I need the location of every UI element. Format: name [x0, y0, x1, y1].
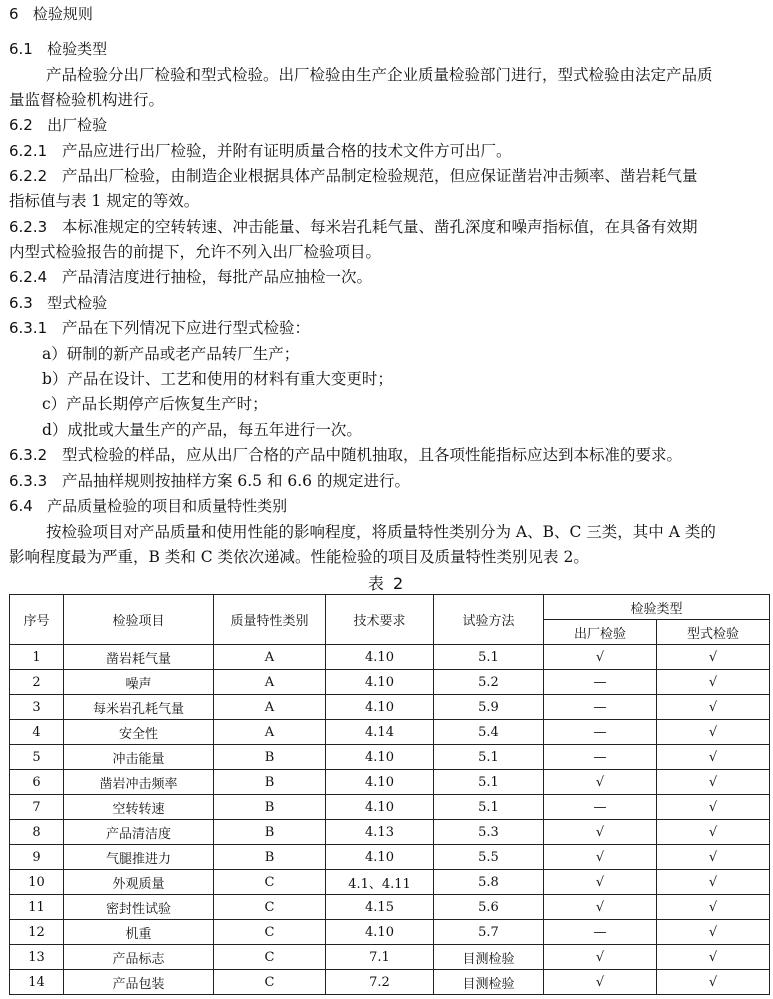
- cell-item: 凿岩耗气量: [64, 645, 214, 670]
- cell-requirement: 4.10: [326, 920, 434, 945]
- header-category: 质量特性类别: [214, 595, 326, 645]
- cell-type-test: √: [657, 870, 770, 895]
- cell-method: 5.2: [434, 670, 544, 695]
- table-row: [10, 645, 770, 670]
- subsection-number: 6.4: [9, 497, 33, 515]
- cell-type-test: √: [657, 670, 770, 695]
- cell-seq: 14: [10, 970, 64, 995]
- cell-requirement: 7.1: [326, 945, 434, 970]
- cell-category: B: [214, 820, 326, 845]
- table-row: [10, 970, 770, 995]
- cell-factory: √: [544, 845, 657, 870]
- clause-number: 6.2.1: [9, 142, 48, 160]
- header-requirement: 技术要求: [326, 595, 434, 645]
- cell-factory: √: [544, 645, 657, 670]
- subsection-title: 产品质量检验的项目和质量特性类别: [47, 497, 288, 515]
- clause-text: 产品在下列情况下应进行型式检验：: [61, 319, 310, 337]
- cell-factory: —: [544, 920, 657, 945]
- cell-requirement: 4.10: [326, 745, 434, 770]
- cell-seq: 13: [10, 945, 64, 970]
- cell-item: 密封性试验: [64, 895, 214, 920]
- cell-factory: √: [544, 870, 657, 895]
- clause-text: 产品应进行出厂检验，并附有证明质量合格的技术文件方可出厂。: [61, 142, 512, 160]
- cell-seq: 9: [10, 845, 64, 870]
- cell-category: C: [214, 920, 326, 945]
- cell-category: B: [214, 795, 326, 820]
- cell-category: A: [214, 670, 326, 695]
- cell-type-test: √: [657, 970, 770, 995]
- list-item-d: d）成批或大量生产的产品，每五年进行一次。: [42, 421, 362, 439]
- cell-item: 外观质量: [64, 870, 214, 895]
- cell-category: A: [214, 645, 326, 670]
- subsection-heading-6-1: [9, 38, 107, 60]
- cell-seq: 5: [10, 745, 64, 770]
- cell-category: B: [214, 745, 326, 770]
- cell-requirement: 7.2: [326, 970, 434, 995]
- cell-factory: √: [544, 945, 657, 970]
- cell-item: 产品清洁度: [64, 820, 214, 845]
- cell-method: 5.7: [434, 920, 544, 945]
- table-row: [10, 795, 770, 820]
- cell-method: 5.1: [434, 795, 544, 820]
- table-row: [10, 820, 770, 845]
- cell-requirement: 4.10: [326, 770, 434, 795]
- cell-item: 产品包装: [64, 970, 214, 995]
- cell-method: 目测检验: [434, 970, 544, 995]
- section-number: 6: [9, 5, 19, 23]
- cell-seq: 1: [10, 645, 64, 670]
- table-row: [10, 920, 770, 945]
- cell-seq: 6: [10, 770, 64, 795]
- cell-method: 5.1: [434, 645, 544, 670]
- paragraph-line: 内型式检验报告的前提下，允许不列入出厂检验项目。: [9, 243, 382, 261]
- cell-item: 冲击能量: [64, 745, 214, 770]
- paragraph-line: 产品检验分出厂检验和型式检验。出厂检验由生产企业质量检验部门进行，型式检验由法定产品质: [46, 66, 713, 84]
- clause-number: 6.3.3: [9, 472, 48, 490]
- cell-category: B: [214, 845, 326, 870]
- table-row: [10, 870, 770, 895]
- cell-seq: 4: [10, 720, 64, 745]
- subsection-title: 型式检验: [47, 294, 108, 312]
- cell-factory: —: [544, 795, 657, 820]
- cell-method: 5.4: [434, 720, 544, 745]
- cell-seq: 10: [10, 870, 64, 895]
- cell-requirement: 4.10: [326, 795, 434, 820]
- cell-type-test: √: [657, 820, 770, 845]
- list-item-a: a）研制的新产品或老产品转厂生产；: [42, 345, 300, 363]
- subsection-number: 6.1: [9, 40, 33, 58]
- table-row: [10, 720, 770, 745]
- inspection-table: [9, 594, 770, 995]
- table-row: [10, 745, 770, 770]
- table-row: [10, 770, 770, 795]
- cell-category: C: [214, 945, 326, 970]
- cell-method: 5.5: [434, 845, 544, 870]
- cell-factory: —: [544, 720, 657, 745]
- table-row: [10, 945, 770, 970]
- clause-6-3-1: [9, 317, 310, 339]
- header-item: 检验项目: [64, 595, 214, 645]
- subsection-title: 检验类型: [47, 40, 108, 58]
- table-header-row: [10, 595, 770, 620]
- cell-factory: —: [544, 670, 657, 695]
- cell-item: 安全性: [64, 720, 214, 745]
- cell-item: 气腿推进力: [64, 845, 214, 870]
- cell-method: 5.1: [434, 770, 544, 795]
- cell-item: 机重: [64, 920, 214, 945]
- paragraph-line: 量监督检验机构进行。: [9, 91, 165, 109]
- clause-6-3-3: [9, 470, 410, 492]
- header-method: 试验方法: [434, 595, 544, 645]
- clause-6-2-4: [9, 266, 372, 288]
- clause-number: 6.3.1: [9, 319, 48, 337]
- paragraph-line: 按检验项目对产品质量和使用性能的影响程度，将质量特性类别分为 A、B、C 三类，其中 A 类的: [46, 523, 716, 541]
- subsection-number: 6.2: [9, 116, 33, 134]
- cell-category: C: [214, 895, 326, 920]
- cell-type-test: √: [657, 720, 770, 745]
- subsection-heading-6-3: [9, 292, 107, 314]
- cell-requirement: 4.10: [326, 695, 434, 720]
- table-row: [10, 670, 770, 695]
- clause-6-3-2: [9, 444, 682, 466]
- cell-seq: 7: [10, 795, 64, 820]
- cell-factory: —: [544, 695, 657, 720]
- clause-number: 6.2.4: [9, 268, 48, 286]
- paragraph-line: 指标值与表 1 规定的等效。: [9, 192, 200, 210]
- cell-method: 5.3: [434, 820, 544, 845]
- cell-category: B: [214, 770, 326, 795]
- cell-type-test: √: [657, 695, 770, 720]
- cell-factory: √: [544, 895, 657, 920]
- cell-requirement: 4.14: [326, 720, 434, 745]
- cell-type-test: √: [657, 845, 770, 870]
- cell-category: A: [214, 720, 326, 745]
- clause-text: 产品出厂检验，由制造企业根据具体产品制定检验规范，但应保证凿岩冲击频率、凿岩耗气量: [61, 167, 698, 185]
- clause-text: 本标准规定的空转转速、冲击能量、每米岩孔耗气量、凿孔深度和噪声指标值，在具备有效期: [61, 218, 698, 236]
- cell-item: 产品标志: [64, 945, 214, 970]
- cell-method: 5.6: [434, 895, 544, 920]
- clause-6-2-1: [9, 140, 511, 162]
- list-item-c: c）产品长期停产后恢复生产时；: [42, 395, 268, 413]
- list-item-b: b）产品在设计、工艺和使用的材料有重大变更时；: [42, 370, 393, 388]
- cell-type-test: √: [657, 920, 770, 945]
- cell-item: 每米岩孔耗气量: [64, 695, 214, 720]
- table-row: [10, 695, 770, 720]
- cell-requirement: 4.10: [326, 845, 434, 870]
- cell-method: 5.1: [434, 745, 544, 770]
- header-type: 检验类型: [544, 595, 770, 620]
- subsection-number: 6.3: [9, 294, 33, 312]
- table-row: [10, 845, 770, 870]
- cell-item: 噪声: [64, 670, 214, 695]
- cell-category: C: [214, 970, 326, 995]
- clause-6-2-2: [9, 165, 697, 187]
- cell-category: A: [214, 695, 326, 720]
- table-row: [10, 895, 770, 920]
- header-type-test: 型式检验: [657, 620, 770, 645]
- cell-type-test: √: [657, 745, 770, 770]
- section-title: 检验规则: [32, 5, 93, 23]
- header-seq: 序号: [10, 595, 64, 645]
- cell-seq: 3: [10, 695, 64, 720]
- cell-factory: —: [544, 745, 657, 770]
- cell-factory: √: [544, 970, 657, 995]
- clause-6-2-3: [9, 216, 697, 238]
- clause-number: 6.2.3: [9, 218, 48, 236]
- section-heading: [9, 3, 93, 25]
- subsection-title: 出厂检验: [47, 116, 108, 134]
- cell-item: 空转转速: [64, 795, 214, 820]
- subsection-heading-6-4: [9, 495, 287, 517]
- cell-factory: √: [544, 770, 657, 795]
- table-body: [10, 645, 770, 995]
- cell-requirement: 4.10: [326, 645, 434, 670]
- table-caption: 表 2: [367, 574, 406, 593]
- cell-method: 目测检验: [434, 945, 544, 970]
- paragraph-line: 影响程度最为严重，B 类和 C 类依次递减。性能检验的项目及质量特性类别见表 2。: [9, 548, 589, 566]
- cell-item: 凿岩冲击频率: [64, 770, 214, 795]
- clause-text: 型式检验的样品，应从出厂合格的产品中随机抽取，且各项性能指标应达到本标准的要求。: [61, 446, 682, 464]
- cell-method: 5.8: [434, 870, 544, 895]
- cell-requirement: 4.10: [326, 670, 434, 695]
- clause-number: 6.3.2: [9, 446, 48, 464]
- cell-method: 5.9: [434, 695, 544, 720]
- cell-type-test: √: [657, 770, 770, 795]
- header-factory: 出厂检验: [544, 620, 657, 645]
- cell-type-test: √: [657, 895, 770, 920]
- clause-number: 6.2.2: [9, 167, 48, 185]
- cell-factory: √: [544, 820, 657, 845]
- subsection-heading-6-2: [9, 114, 107, 136]
- clause-text: 产品抽样规则按抽样方案 6.5 和 6.6 的规定进行。: [61, 472, 410, 490]
- cell-seq: 12: [10, 920, 64, 945]
- clause-text: 产品清洁度进行抽检，每批产品应抽检一次。: [61, 268, 372, 286]
- cell-requirement: 4.13: [326, 820, 434, 845]
- cell-type-test: √: [657, 795, 770, 820]
- cell-seq: 11: [10, 895, 64, 920]
- cell-seq: 8: [10, 820, 64, 845]
- cell-requirement: 4.15: [326, 895, 434, 920]
- cell-requirement: 4.1、4.11: [326, 870, 434, 895]
- cell-seq: 2: [10, 670, 64, 695]
- cell-category: C: [214, 870, 326, 895]
- cell-type-test: √: [657, 645, 770, 670]
- cell-type-test: √: [657, 945, 770, 970]
